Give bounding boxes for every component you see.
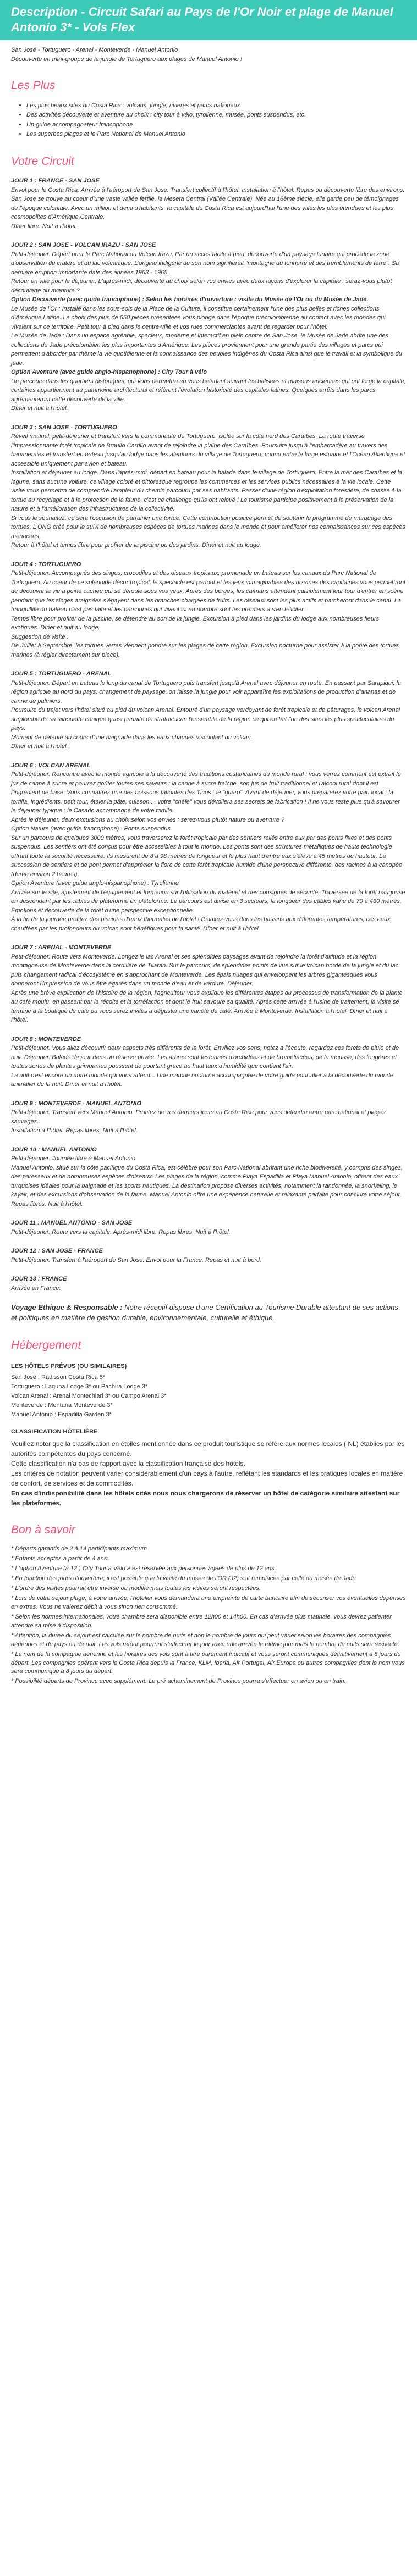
note-item: * Le nom de la compagnie aérienne et les horaires des vols sont à titre purement indicatif et vous seront communiqués définitivement à 8 jours du départ. Les compagnies opérant vers le Costa Rica depuis la France, KLM, Iberia, Air Portugal, Air Europa ou autres compagnies dont le nom vous sera communiqué à 8 jours du départ.: [11, 1650, 405, 1675]
day-paragraph: De Juillet à Septembre, les tortues vertes viennent pondre sur les plages de cette région. Excursion nocturne pour assister à la ponte des tortues marines (à régler directement sur place).: [11, 642, 399, 658]
eco-text: Notre réceptif dispose d'une Certification au Tourisme Durable attestant de ses actions et politiques en matière de gestion durable, environnementale, culturelle et éthique.: [11, 1303, 398, 1322]
day-block: [11, 761, 406, 934]
note-item: * Possibilité départs de Province avec supplément. Le pré acheminement de Province pourra s'effectuer en avion ou en train.: [11, 1678, 346, 1685]
day-title: JOUR 5 : TORTUGUERO - ARENAL: [11, 671, 112, 678]
day-block: [11, 560, 406, 660]
day-paragraph: Si vous le souhaitez, ce sera l'occasion de parrainer une tortue. Cette contribution positive permet de soutenir le programme de marquage des tortues. L'ONG créé pour le suivi de nombreuses espèces de tortues marines dans le monde et pour améliorer nos connaissances sur ces espèces menacées.: [11, 514, 405, 540]
day-paragraph: Petit-déjeuner. Transfert à l'aéroport de San Jose. Envol pour la France. Repas et nuit à bord.: [11, 1256, 262, 1264]
day-title: JOUR 12 : SAN JOSE - FRANCE: [11, 1248, 103, 1255]
day-paragraph: San Jose se trouve au coeur d'une vaste vallée fertile, la Meseta Central (Vallée Centrale). Née au 18ème siècle, elle garde peu de témoignages de l'époque coloniale. Avec un million et demi d'habitants, la capitale du Costa Rica est aujourd'hui l'une des villes les plus étendues et les plus cosmopolites d'Amérique Centrale.: [11, 196, 399, 221]
classification-note: En cas d'indisponibilité dans les hôtels cités nous nous chargerons de réserver un hôtel de catégorie similaire attestant sur les plateformes.: [11, 1489, 400, 1507]
hotel-item: San José : Radisson Costa Rica 5*: [11, 1374, 106, 1381]
day-paragraph: Après une brève explication de l'histoire de la région, l'agriculteur vous explique les différentes étapes du processus de transformation de la plante au café moulu, en passant par la récolte et la torréfaction et dont le fruit savoure sa qualité. Après cette arrivée à l'usine de traitement, la visite se termine à la boutique de café ou vous serez invités à déguster une variété de café. Arrivée à Monteverde. Installation à l'hôtel. Dîner et nuit à l'hôtel.: [11, 989, 403, 1024]
option-paragraph: Un parcours dans les quartiers historiques, qui vous permettra en vous baladant suivant les balisées et maisons anciennes qui ont forgé la capitale, certaines appartiennent au patrimoine architectural et réfèrent l'évolution historicité des capitales latines. Quelques arrêts dans les parcs agrémenteront cette découverte de la ville.: [11, 378, 406, 403]
day-paragraph: Dîner et nuit à l'hôtel.: [11, 743, 68, 750]
day-block: [11, 241, 406, 413]
day-title: JOUR 8 : MONTEVERDE: [11, 1035, 81, 1043]
day-title: JOUR 4 : TORTUGUERO: [11, 561, 81, 568]
day-block: [11, 1035, 406, 1089]
intro: [11, 46, 406, 64]
day-block: [11, 1218, 406, 1237]
hotel-item: Monteverde : Montana Monteverde 3*: [11, 1402, 113, 1409]
day-title: JOUR 13 : FRANCE: [11, 1276, 67, 1283]
day-paragraph: Retour à l'hôtel et temps libre pour profiter de la piscine ou des jardins. Dîner et nuit au lodge.: [11, 542, 262, 549]
day-block: [11, 1145, 406, 1209]
option-paragraph: À la fin de la journée profitez des piscines d'eaux thermales de l'hôtel ! Relaxez-vous dans les bassins aux différentes températures, ces eaux chauffées par les profondeurs du volcan sont bénéfiques pour la santé. Dîner et nuit à l'hôtel.: [11, 916, 391, 932]
circuit-days: [11, 176, 406, 1293]
day-paragraph: Arrivée en France.: [11, 1284, 61, 1292]
day-paragraph: Temps libre pour profiter de la piscine, se détendre au son de la jungle. Excursion à pied dans les jardins du lodge aux nombreuses fleurs exotiques. Dîner et nuit au lodge.: [11, 615, 380, 631]
day-paragraph: Petit-déjeuner. Rencontre avec le monde agricole à la découverte des traditions costaricaines du monde rural : vous verrez comment est extrait le jus de canne à sucre et pourrez goûter toutes ses saveurs : la canne à sucre fraîche, son jus de fruit traditionnel et l'alcool rural dont il est l'ingrédient de base. Vous connaîtrez une des boissons favorites des Ticos : le "guaro". Avant de déjeuner, vous préparerez votre pain local : la tortilla. Ingrédients, petit tour, étaler la pâte, cuisson.... votre "chéfe" vous dévoilera ses secrets de fabrication ! Il ne vous reste plus qu'à savourer le déjeuner typique : le Casado accompagné de votre tortilla.: [11, 771, 401, 815]
day-block: [11, 943, 406, 1025]
day-paragraph: Après le déjeuner, deux excursions au choix selon vos envies : serez-vous plutôt nature ou aventure ?: [11, 816, 285, 823]
day-paragraph: Manuel Antonio, situé sur la côte pacifique du Costa Rica, est célèbre pour son Parc National abritant une riche biodiversité, y compris des singes, des paresseux et de nombreuses espèces d'oiseaux. Les plages de la région, comme Playa Espadilla et Playa Manuel Antonio, offrent des eaux turquoises idéales pour la baignade et les sports nautiques. La destination propose diverses activités, notamment la randonnée, la snorkeling, le kayak, et des excursions d'observation de la faune. Manuel Antonio offre une expérience naturelle et relaxante parfaite pour conclure votre séjour.: [11, 1164, 403, 1199]
day-paragraph: Moment de détente au cours d'une baignade dans les eaux chaudes viscoulant du volcan.: [11, 734, 253, 741]
day-title: JOUR 7 : ARENAL - MONTEVERDE: [11, 944, 112, 951]
day-paragraph: Suggestion de visite :: [11, 633, 69, 640]
day-title: JOUR 2 : SAN JOSE - VOLCAN IRAZU - SAN JOSE: [11, 242, 156, 249]
day-paragraph: Petit-déjeuner. Route vers la capitale. Après-midi libre. Repas libres. Nuit à l'hôtel.: [11, 1228, 231, 1236]
day-title: JOUR 6 : VOLCAN ARENAL: [11, 762, 91, 769]
plus-item: • Les plus beaux sites du Costa Rica : volcans, jungle, rivières et parcs nationaux: [26, 101, 406, 111]
day-paragraph: Petit-déjeuner. Départ en bateau le long du canal de Tortuguero puis transfert jusqu'à Arenal avec déjeuner en route. En passant par Sarapiqui, la région agricole au nord du pays, changement de paysage, on laisse la jungle pour voir apparaître les exploitations de production d'ananas et de canne de palmiers.: [11, 679, 402, 705]
day-paragraph: Repas libres. Nuit à l'hôtel.: [11, 1200, 83, 1207]
day-paragraph: Envol pour le Costa Rica. Arrivée à l'aéroport de San Jose. Transfert collectif à l'hôtel. Installation à l'hôtel. Repas ou découverte libre des environs.: [11, 186, 405, 193]
notes-list: [11, 1545, 406, 1686]
note-item: * L'option Aventure (à 12 ) City Tour à Vélo » est réservée aux personnes âgées de plus de 12 ans.: [11, 1565, 276, 1572]
hotel-item: Manuel Antonio : Espadilla Garden 3*: [11, 1411, 112, 1419]
day-title: JOUR 9 : MONTEVERDE - MANUEL ANTONIO: [11, 1100, 141, 1107]
day-paragraph: Poursuite du trajet vers l'hôtel situé au pied du volcan Arenal. Entouré d'un paysage verdoyant de forêt tropicale et de pâturages, le volcan Arenal surplombe de sa silhouette conique quasi parfaite de stratovolcan l'ensemble de la région ce qui en fait l'un des sites les plus spectaculaires du pays.: [11, 707, 400, 732]
section-title-bon-a-savoir: Bon à savoir: [11, 1523, 75, 1536]
eco-label: Voyage Ethique & Responsable :: [11, 1303, 123, 1312]
day-paragraph: La nuit c'est encore un autre monde qui vous attend... Une marche nocturne accompagnée de votre guide pour aller à la découverte du monde animalier de la nuit. Dîner et nuit à l'hôtel.: [11, 1072, 393, 1088]
day-paragraph: Installation à l'hôtel. Repas libres. Nuit à l'hôtel.: [11, 1127, 138, 1134]
option-title: Option Aventure (avec guide anglo-hispanophone) : City Tour à vélo: [11, 369, 207, 376]
day-block: [11, 176, 406, 231]
hotels-list: [11, 1373, 406, 1420]
note-item: * Départs garantis de 2 à 14 participants maximum: [11, 1545, 147, 1553]
day-block: [11, 423, 406, 550]
day-block: [11, 1247, 406, 1265]
eco-statement: [11, 1303, 406, 1323]
day-paragraph: Petit-déjeuner. Départ pour le Parc National du Volcan Irazu. Par un accès facile à pied, découverte d'un paysage lunaire qui procède la zone d'observation du cratère et du lac volcanique. L'origine indigène de son nom signifierait "montagne du tonnerre et des tremblements de terre". Sa dernière éruption importante date des années 1963 - 1965.: [11, 251, 399, 276]
note-item: * Attention, la durée du séjour est calculée sur le nombre de nuits et non le nombre de jours qui peut varier selon les horaires des compagnies aériennes et du pays ou de nuit. Les vols retour pourront s'effectuer le jour avec une arrivée le même jour mais le nombre de nuits sera respecté.: [11, 1632, 399, 1648]
day-paragraph: Petit-déjeuner. Route vers Monteverde. Longez le lac Arenal et ses splendides paysages avant de rejoindre la forêt d'altitude et la région montagneuse de Monteverde dans la cordillère de Tilaran. Sur le parcours, de splendides points de vue sur le volcan horde de la jungle et du lac puis changement radical d'écosystème en s'approchant de Monteverde. Les épais nuages qui enveloppent les arbres gigantesques vous donneront l'impression de vous être égarés dans un monde d'eau et de verdure. Déjeuner.: [11, 953, 399, 988]
plus-item: • Un guide accompagnateur francophone: [26, 120, 406, 130]
hotel-item: Volcan Arenal : Arenal Montechiari 3* ou Campo Arenal 3*: [11, 1393, 167, 1400]
day-block: [11, 1099, 406, 1135]
option-paragraph: Le Musée de Jade : Dans un espace agréable, spacieux, moderne et interactif en plein centre de San Jose, le Musée de Jade abrite une des collections de Jade précolombien les plus importantes d'Amérique. Les pièces proviennent pour une grande partie des villages et parcs qui permettent d'aborder par thème la vie quotidienne et la connaissance des peuples indigènes du Costa Rica ainsi que le travail et la symbolique du jade.: [11, 333, 402, 367]
hotels-title: LES HÔTELS PRÉVUS (OU SIMILAIRES): [11, 1362, 127, 1370]
section-title-circuit: Votre Circuit: [11, 154, 74, 168]
day-paragraph: Installation et déjeuner au lodge. Dans l'après-midi, départ en bateau pour la balade dans le village de Tortuguero. Entre la mer des Caraïbes et la lagune, sans aucune voiture, ce village coloré et pittoresque regroupe les commerces et les services publics nécessaires à la vie locale. Cette visite vous permettra de comprendre l'ampleur du chemin parcouru par ses habitants. Passer d'une région d'exploitation forestière, de chasse à la tortue au recyclage et à la protection de la faune, c'est ce challenge qu'ils ont relevé ! Le tourisme participe positivement à la préservation de la nature et à l'amélioration des infrastructures de la collectivité.: [11, 469, 403, 513]
note-item: * Selon les normes internationales, votre chambre sera disponible entre 12h00 et 14h00. En cas d'arrivée plus matinale, vous devrez patienter attendre sa mise à disposition.: [11, 1613, 392, 1629]
day-paragraph: Retour en ville pour le déjeuner. L'après-midi, découverte au choix selon vos envies avec deux façons d'explorer la capitale : seraz-vous plutôt découverte ou aventure ?: [11, 278, 392, 294]
day-paragraph: Petit-déjeuner. Journée libre à Manuel Antonio.: [11, 1155, 138, 1162]
intro-tagline: Découverte en mini-groupe de la jungle de Tortuguero aux plages de Manuel Antonio !: [11, 56, 242, 63]
day-title: JOUR 11 : MANUEL ANTONIO - SAN JOSE: [11, 1220, 133, 1227]
classification-paragraph: Cette classification n'a pas de rapport avec la classification française des hôtels.: [11, 1459, 245, 1467]
day-title: JOUR 3 : SAN JOSE - TORTUGUERO: [11, 424, 117, 431]
note-item: * Enfants acceptés à partir de 4 ans.: [11, 1555, 109, 1563]
option-paragraph: Arrivée sur le site, ajustement de l'équipement et formation sur l'utilisation du matériel et des consignes de sécurité. Traversée de la forêt naugouse en descendant par les câbles de plateforme en plateforme. Le parcours est divisé en 3 secteurs, la longueur des câbles varie de 70 à 430 mètres. Émotions et découverte de la forêt d'une perspective exceptionnelle.: [11, 889, 405, 914]
day-block: [11, 669, 406, 751]
day-paragraph: Réveil matinal, petit-déjeuner et transfert vers la communauté de Tortuguero, isolée sur la côte nord des Caraïbes. La route traverse l'impressionnante forêt tropicale de Braulio Carrillo avant de rejoindre la plaine des Caraïbes. Poursuite jusqu'à l'embarcadère au travers des bananeraies et transfert en bateau jusqu'au lodge dans les alentours du village de Tortuguero, connu entre le large estuaire et l'Océan Atlantique et accessible uniquement par avion et bateau.: [11, 433, 405, 467]
plus-item: • Des activités découverte et aventure au choix : city tour à vélo, tyrolienne, musée, ponts suspendus, etc.: [26, 110, 406, 120]
classification-text: [11, 1439, 406, 1508]
day-paragraph: Petit-déjeuner. Transfert vers Manuel Antonio. Profitez de vos derniers jours au Costa Rica pour vous détendre entre parc national et plages sauvages.: [11, 1109, 386, 1125]
classification-paragraph: Veuillez noter que la classification en étoiles mentionnée dans ce produit touristique se réfère aux normes locales ( NL) établies par les autorités compétentes du pays concerné.: [11, 1439, 405, 1458]
option-paragraph: Sur un parcours de quelques 3000 mètres, vous traverserez la forêt tropicale par des sentiers reliés entre eux par des ponts fixes et des ponts suspendus. Les sentiers ont été conçus pour être accessibles à tout le monde. Les ponts sont des structures métalliques de haute technologie offrant toute la sécurité nécessaire. Ils mesurent de 8 à 98 mètres de longueur et le plus haut d'entre eux s'élève à 45 mètres de hauteur. La succession de sentiers et de pont permet d'apprécier la flore de cette forêt tropicale humide d'une perspective différente, des racines à la canopée (durée environ 2 heures).: [11, 834, 403, 878]
day-paragraph: Dîner libre. Nuit à l'hôtel.: [11, 223, 78, 230]
day-title: JOUR 10 : MANUEL ANTONIO: [11, 1146, 97, 1153]
day-paragraph: Petit-déjeuner. Vous allez découvrir deux aspects très différents de la forêt. Envillez vos sens, notez a l'écoute, regardez ces forets de pluie et de nuit. Déjeuner. Balade de jour dans un réserve privée. Les arbres sont festonnés d'orchidées et de broméliacées, de la mousse, des fougères et toutes sortes de plantes grimpantes poussent de pourtant grace au haut taux d'humidité que contient l'air.: [11, 1045, 399, 1070]
note-item: * Lors de votre séjour plage, à votre arrivée, l'hôtelier vous demandera une empreinte de carte bancaire afin de sécuriser vos éventuelles dépenses en extras. Vous ne valerez débit à vous sinon rien consommé.: [11, 1594, 406, 1610]
option-paragraph: Option Aventure (avec guide anglo-hispanophone) : Tyrolienne: [11, 880, 179, 887]
note-item: * L'ordre des visites pourrait être inversé ou modifié mais toutes les visites seront respectées.: [11, 1585, 261, 1592]
classification-paragraph: Les critères de notation peuvent varier considérablement d'un pays à l'autre, reflétant les standards et les pratiques locales en matière de confort, de services et de commodités.: [11, 1469, 403, 1487]
intro-route: San José - Tortuguero - Arenal - Monteverde - Manuel Antonio: [11, 47, 178, 53]
hotel-item: Tortuguero : Laguna Lodge 3* ou Pachira Lodge 3*: [11, 1383, 148, 1391]
option-paragraph: Dîner et nuit à l'hôtel.: [11, 405, 68, 412]
section-title-plus: Les Plus: [11, 79, 56, 92]
plus-list: [11, 101, 406, 140]
note-item: * En fonction des jours d'ouverture, il est possible que la visite du musée de l'OR (J2) soit remplacée par celle du musée de Jade: [11, 1575, 356, 1582]
day-block: [11, 1275, 406, 1293]
day-title: JOUR 1 : FRANCE - SAN JOSE: [11, 178, 100, 185]
option-paragraph: Le Musée de l'Or : Installé dans les sous-sols de la Place de la Culture, il constitue certainement l'une des plus belles et riches collections d'Amérique Latine. Le choix des plus de 650 pièces présentées vous plonge dans l'époque précolombienne au contact avec les mondes qui vivaient sur ce territoire. Petit tour à pied dans le centre-ville et vos rues commerciantes avant de regarder pour l'hôtel.: [11, 305, 386, 330]
section-title-hebergement: Hébergement: [11, 1339, 81, 1352]
day-paragraph: Petit-déjeuner. Accompagnés des singes, crocodiles et des oiseaux tropicaux, promenade en bateau sur les canaux du Parc National de Tortuguero. Au coeur de ce splendide décor tropical, le spectacle est partout et les jeux inimaginables des dizaines des capitaines vous permettront de découvrir la vie à peine cachée qui se déroule sous vos yeux. Après des berges, les caïmans attendent paisiblement leur tour d'entrer en scène pendant que les singes araignées s'égayent dans les branches chargées de fruits. Les oiseaux sont les plus actifs et parcheront dans le canal. La tranquillité du bateau n'est pas faite et les personnes qui vivent ici en nombre sont les premiers à s'en féliciter.: [11, 570, 406, 613]
option-paragraph: Option Nature (avec guide francophone) : Ponts suspendus: [11, 826, 171, 833]
plus-item: • Les superbes plages et le Parc National de Manuel Antonio: [26, 130, 406, 140]
classification-title: CLASSIFICATION HÔTELIÈRE: [11, 1428, 98, 1436]
page-title: Description - Circuit Safari au Pays de l'Or Noir et plage de Manuel Antonio 3* - Vols Flex: [0, 0, 417, 40]
option-title: Option Découverte (avec guide francophone) : Selon les horaires d'ouverture : visite du Musée de l'Or ou du Musée de Jade.: [11, 296, 369, 303]
